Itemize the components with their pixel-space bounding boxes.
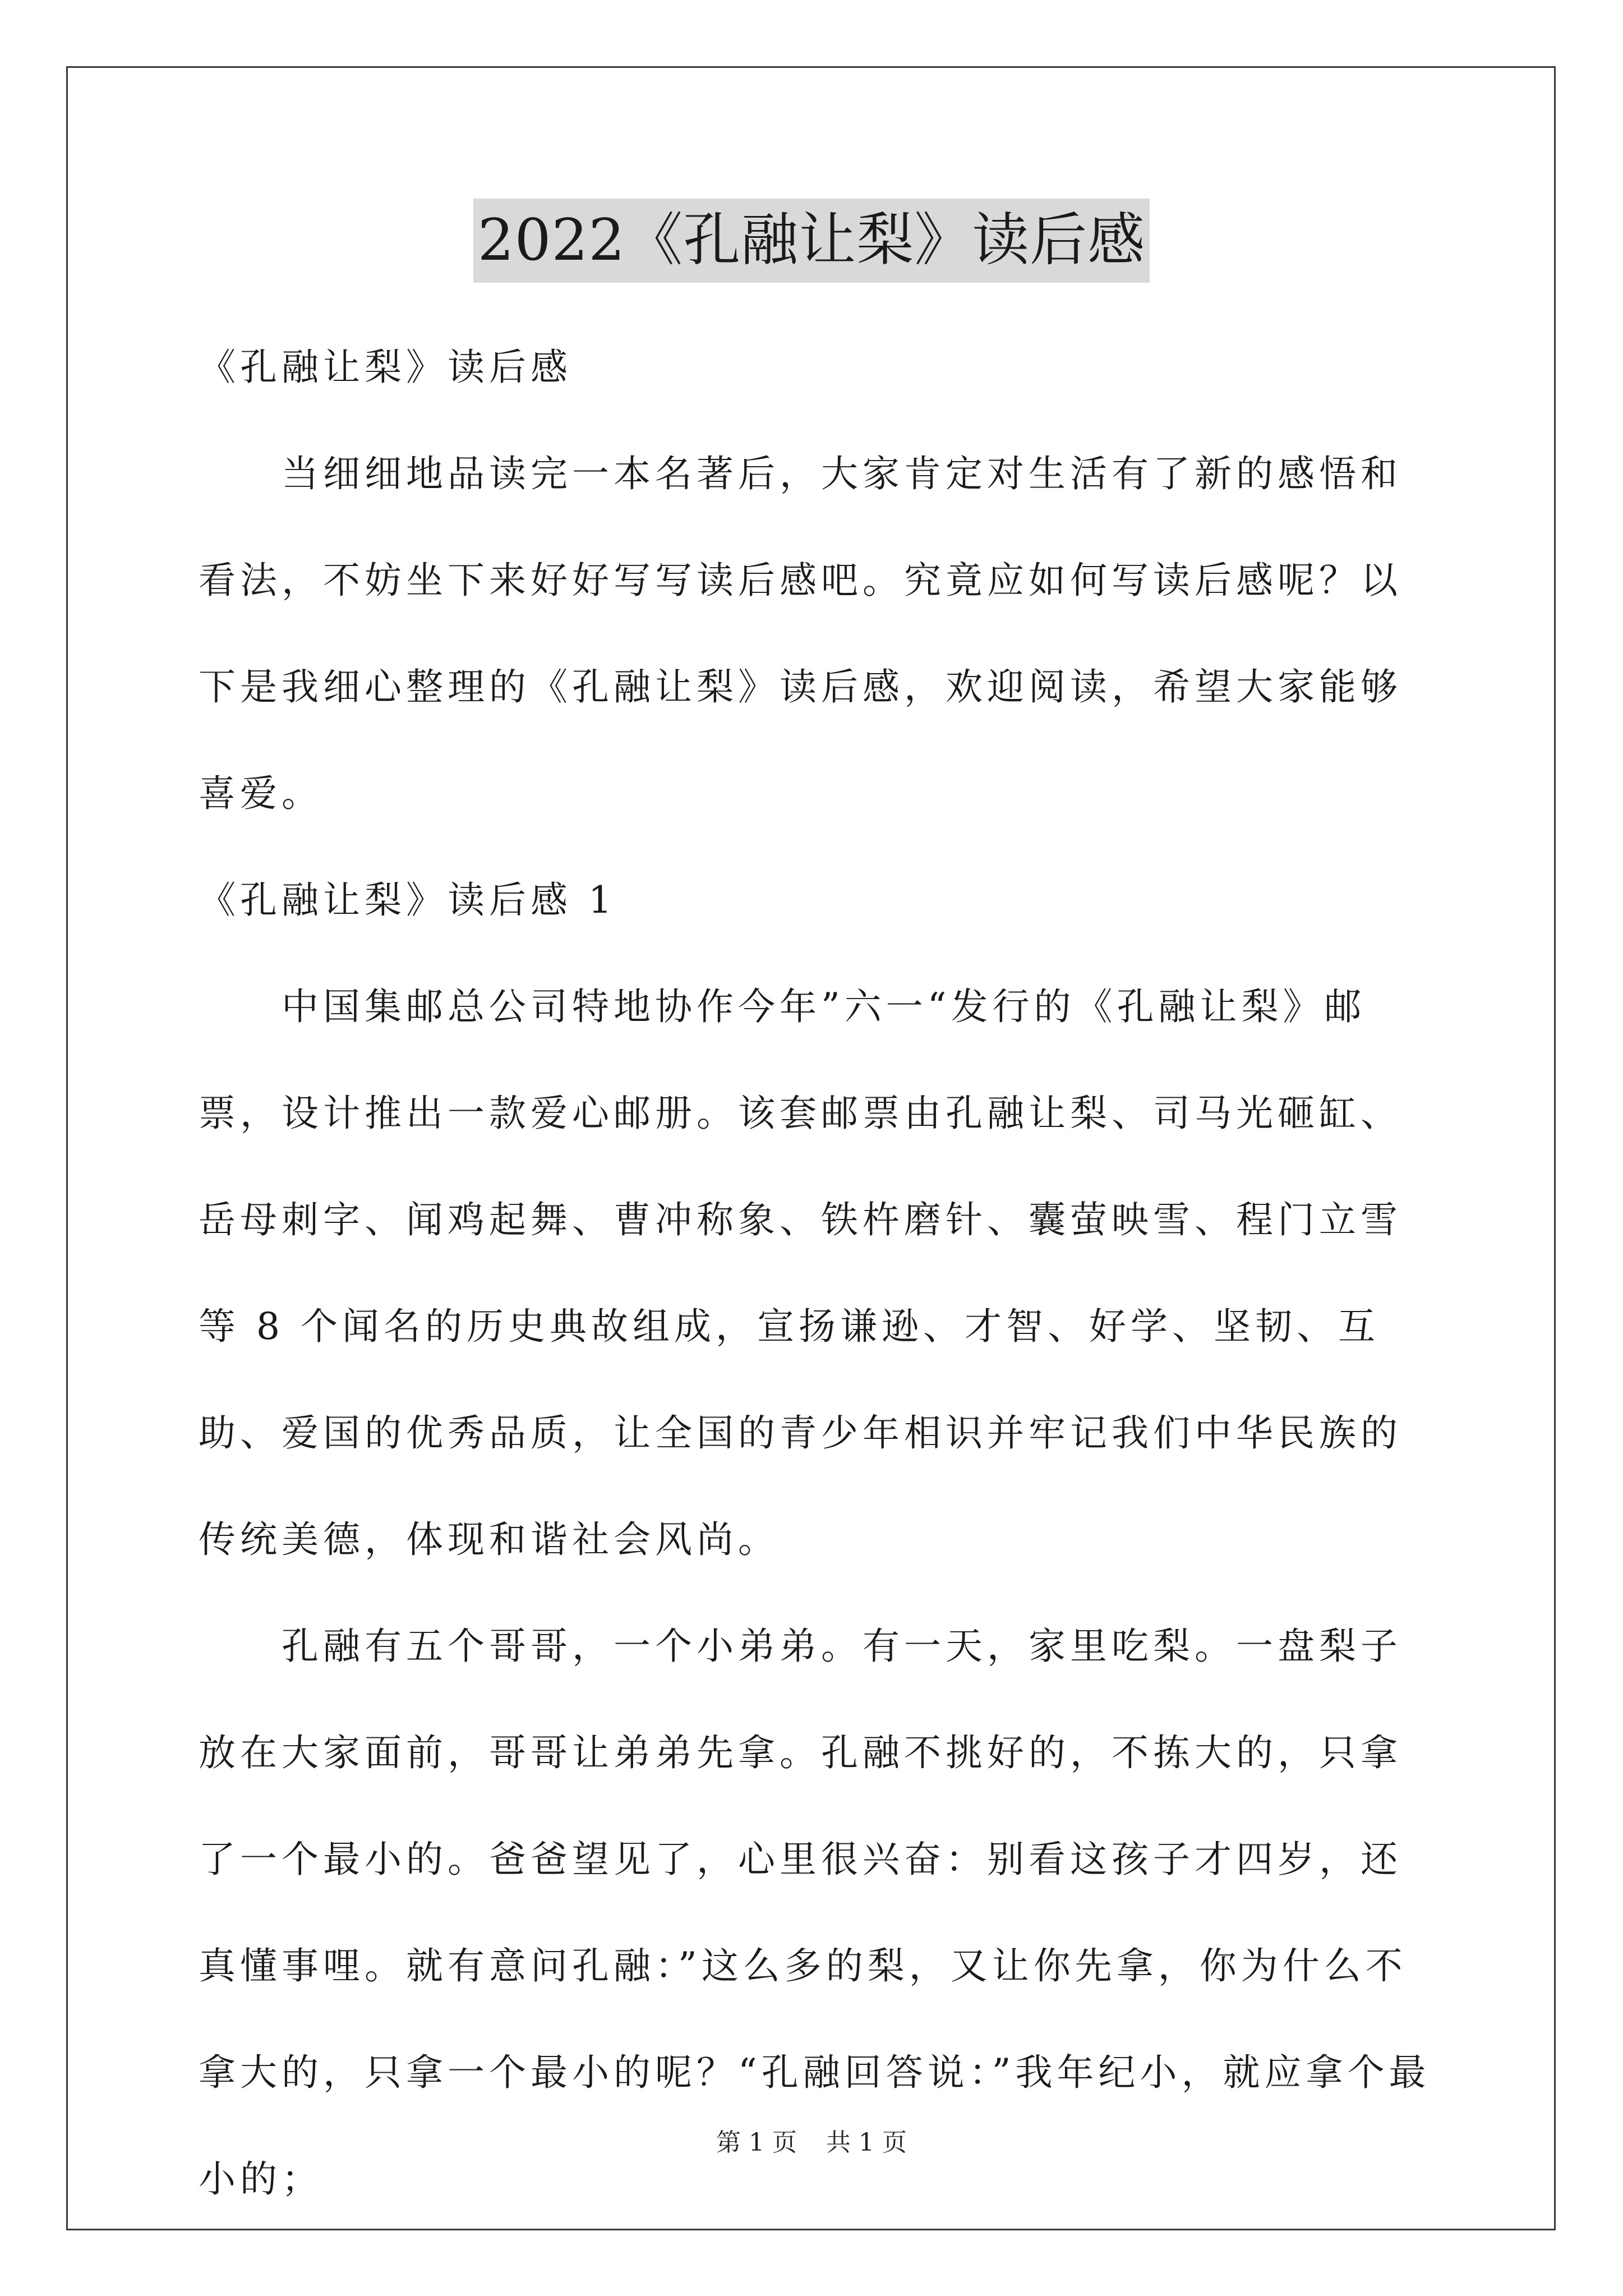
paragraph: 中国集邮总公司特地协作今年”六一“发行的《孔融让梨》邮票，设计推出一款爱心邮册。该套邮票由孔融让梨、司马光砸缸、岳母刺字、闻鸡起舞、曹冲称象、铁杵磨针、囊萤映雪、程门立雪等 8 个闻名的历史典故组成，宣扬谦逊、才智、好学、坚韧、互助、爱国的优秀品质，让全国的青少年相识并牢记我们中华民族的传统美德，体现和谐社会风尚。 <box>199 985 1402 1561</box>
page-total: 共 1 页 <box>826 2128 907 2157</box>
page-footer <box>0 2126 1623 2160</box>
document-title: 2022《孔融让梨》读后感 <box>473 199 1150 283</box>
page-number: 第 1 页 <box>716 2128 797 2157</box>
title-wrap <box>0 199 1623 283</box>
paragraph: 《孔融让梨》读后感 <box>199 346 572 389</box>
paragraph: 孔融有五个哥哥，一个小弟弟。有一天，家里吃梨。一盘梨子放在大家面前，哥哥让弟弟先拿。孔融不挑好的，不拣大的，只拿了一个最小的。爸爸望见了，心里很兴奋：别看这孩子才四岁，还真懂事哩。就有意问孔融：”这么多的梨，又让你先拿，你为什么不拿大的，只拿一个最小的呢？“孔融回答说：”我年纪小，就应拿个最小的； <box>199 1625 1431 2201</box>
document-body <box>199 314 1432 2233</box>
paragraph: 当细细地品读完一本名著后，大家肯定对生活有了新的感悟和看法，不妨坐下来好好写写读后感吧。究竟应如何写读后感呢？以下是我细心整理的《孔融让梨》读后感，欢迎阅读，希望大家能够喜爱。 <box>199 452 1402 815</box>
paragraph: 《孔融让梨》读后感 1 <box>199 878 616 922</box>
